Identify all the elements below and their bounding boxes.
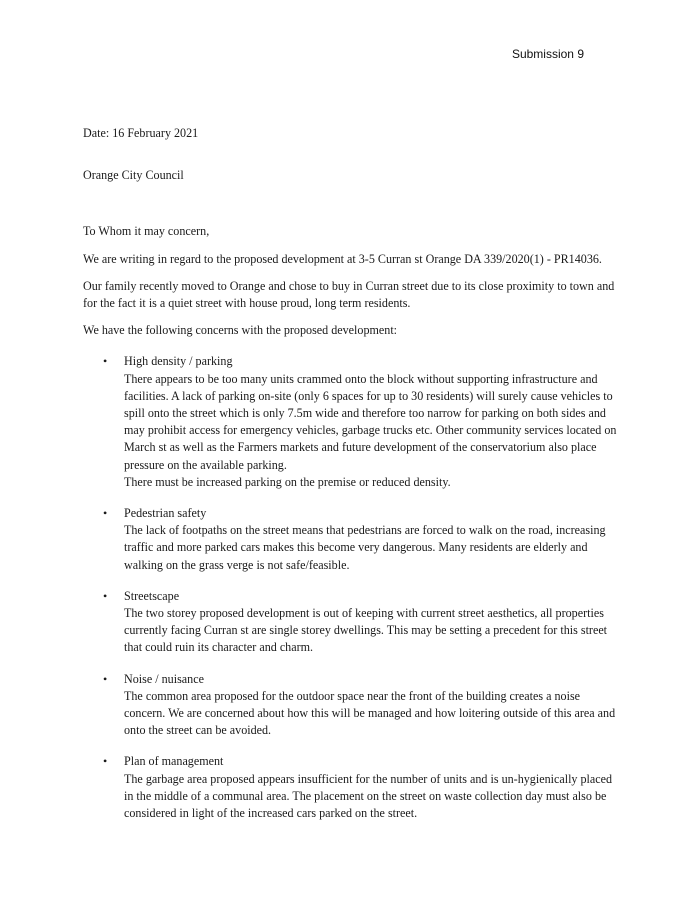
concerns-list [83, 353, 623, 822]
concern-body: There appears to be too many units crammed onto the block without supporting infrastructure and facilities. A lack of parking on-site (only 6 spaces for up to 30 residents) will surely cause vehicles to spill onto the street which is only 7.5m wide and therefore too narrow for parking on both sides and may prohibit access for emergency vehicles, garbage trucks etc. Other community services located on March st as well as the Farmers markets and future development of the conservatorium also place pressure on the available parking. [124, 371, 617, 472]
bullet-icon: • [103, 754, 108, 769]
concern-item-noise [83, 671, 623, 740]
letter-body [83, 125, 623, 836]
concern-item-management [83, 753, 623, 822]
bullet-icon: • [103, 588, 108, 603]
concern-title: Noise / nuisance [124, 671, 204, 686]
concern-item-parking [83, 353, 623, 491]
paragraph-concerns-intro: We have the following concerns with the proposed development: [83, 323, 398, 338]
concern-body: The common area proposed for the outdoor space near the front of the building creates a noise concern. We are concerned about how this will be managed and how loitering outside of this area and onto the street can be avoided. [124, 688, 616, 738]
concern-title: Plan of management [124, 754, 224, 769]
concern-conclusion: There must be increased parking on the premise or reduced density. [124, 474, 451, 489]
concern-title: Pedestrian safety [124, 506, 207, 521]
letter-date: Date: 16 February 2021 [83, 126, 199, 140]
concern-body: The lack of footpaths on the street means that pedestrians are forced to walk on the road, increasing traffic and more parked cars makes this become very dangerous. Many residents are elderly and walking on the grass verge is not safe/feasible. [124, 523, 606, 572]
submission-label: Submission 9 [511, 47, 584, 61]
concern-title: Streetscape [124, 588, 180, 603]
paragraph-intro: We are writing in regard to the proposed development at 3-5 Curran st Orange DA 339/2020(1) - PR14036. [83, 251, 602, 266]
greeting: To Whom it may concern, [83, 224, 210, 239]
concern-body-wrapper [124, 371, 623, 491]
concern-title: High density / parking [124, 354, 233, 369]
bullet-icon: • [103, 671, 108, 686]
paragraph-family: Our family recently moved to Orange and chose to buy in Curran street due to its close proximity to town and for the fact it is a quiet street with house proud, long term residents. [83, 278, 615, 311]
concern-item-streetscape [83, 588, 623, 657]
concern-body: The two storey proposed development is out of keeping with current street aesthetics, all properties currently facing Curran st are single storey dwellings. This may be setting a precedent for this street that could ruin its character and charm. [124, 606, 608, 655]
concern-body: The garbage area proposed appears insufficient for the number of units and is un-hygienically placed in the middle of a communal area. The placement on the street on waste collection day must also be considered in light of the increased cars parked on the street. [124, 771, 613, 821]
concern-item-pedestrian [83, 505, 623, 574]
bullet-icon: • [103, 506, 108, 521]
recipient: Orange City Council [83, 168, 184, 183]
bullet-icon: • [103, 354, 108, 369]
